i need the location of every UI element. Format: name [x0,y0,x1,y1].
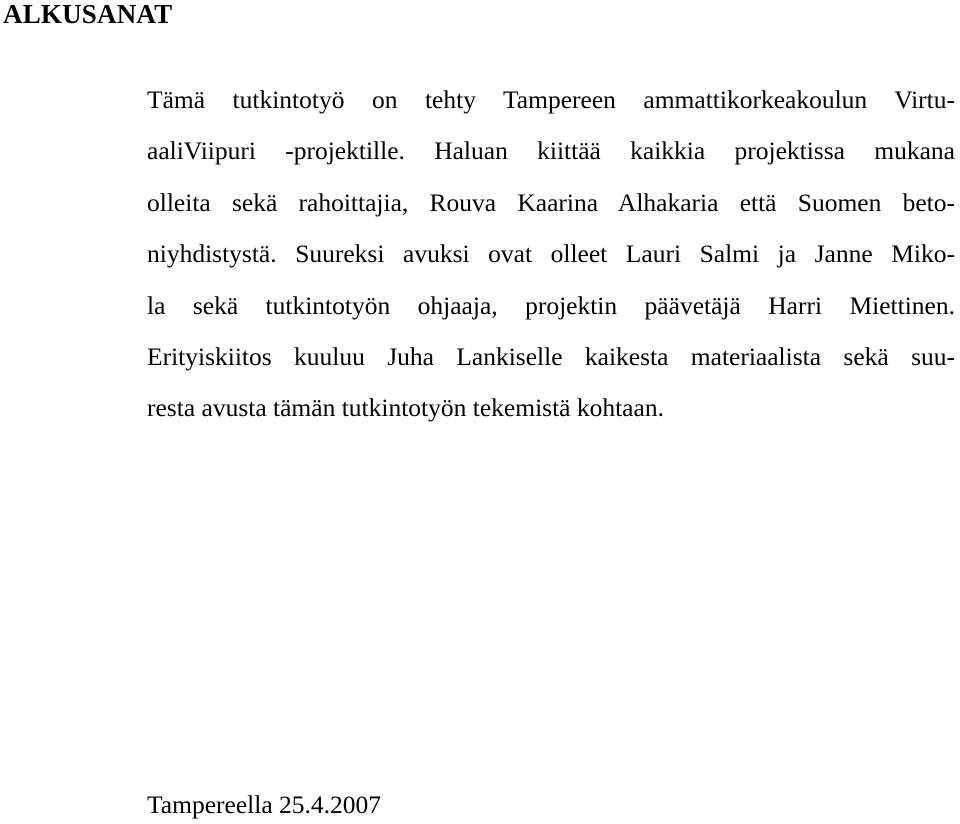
acknowledgement-paragraph [147,74,955,434]
paragraph-line: aaliViipuri -projektille. Haluan kiittää kaikkia projektissa mukana [147,136,955,166]
paragraph-line: Erityiskiitos kuuluu Juha Lankiselle kaikesta materiaalista sekä suu- [147,341,955,371]
paragraph-line: niyhdistystä. Suureksi avuksi ovat olleet Lauri Salmi ja Janne Miko- [147,239,955,269]
paragraph-line: la sekä tutkintotyön ohjaaja, projektin päävetäjä Harri Miettinen. [147,290,955,320]
paragraph-line: olleita sekä rahoittajia, Rouva Kaarina Alhakaria että Suomen beto- [147,187,955,217]
page-heading: ALKUSANAT [3,0,173,29]
paragraph-line: Tämä tutkintotyö on tehty Tampereen ammattikorkeakoulun Virtu- [147,85,955,114]
paragraph-line: resta avusta tämän tutkintotyön tekemistä kohtaan. [147,393,664,423]
place-date-signature: Tampereella 25.4.2007 [147,790,382,819]
